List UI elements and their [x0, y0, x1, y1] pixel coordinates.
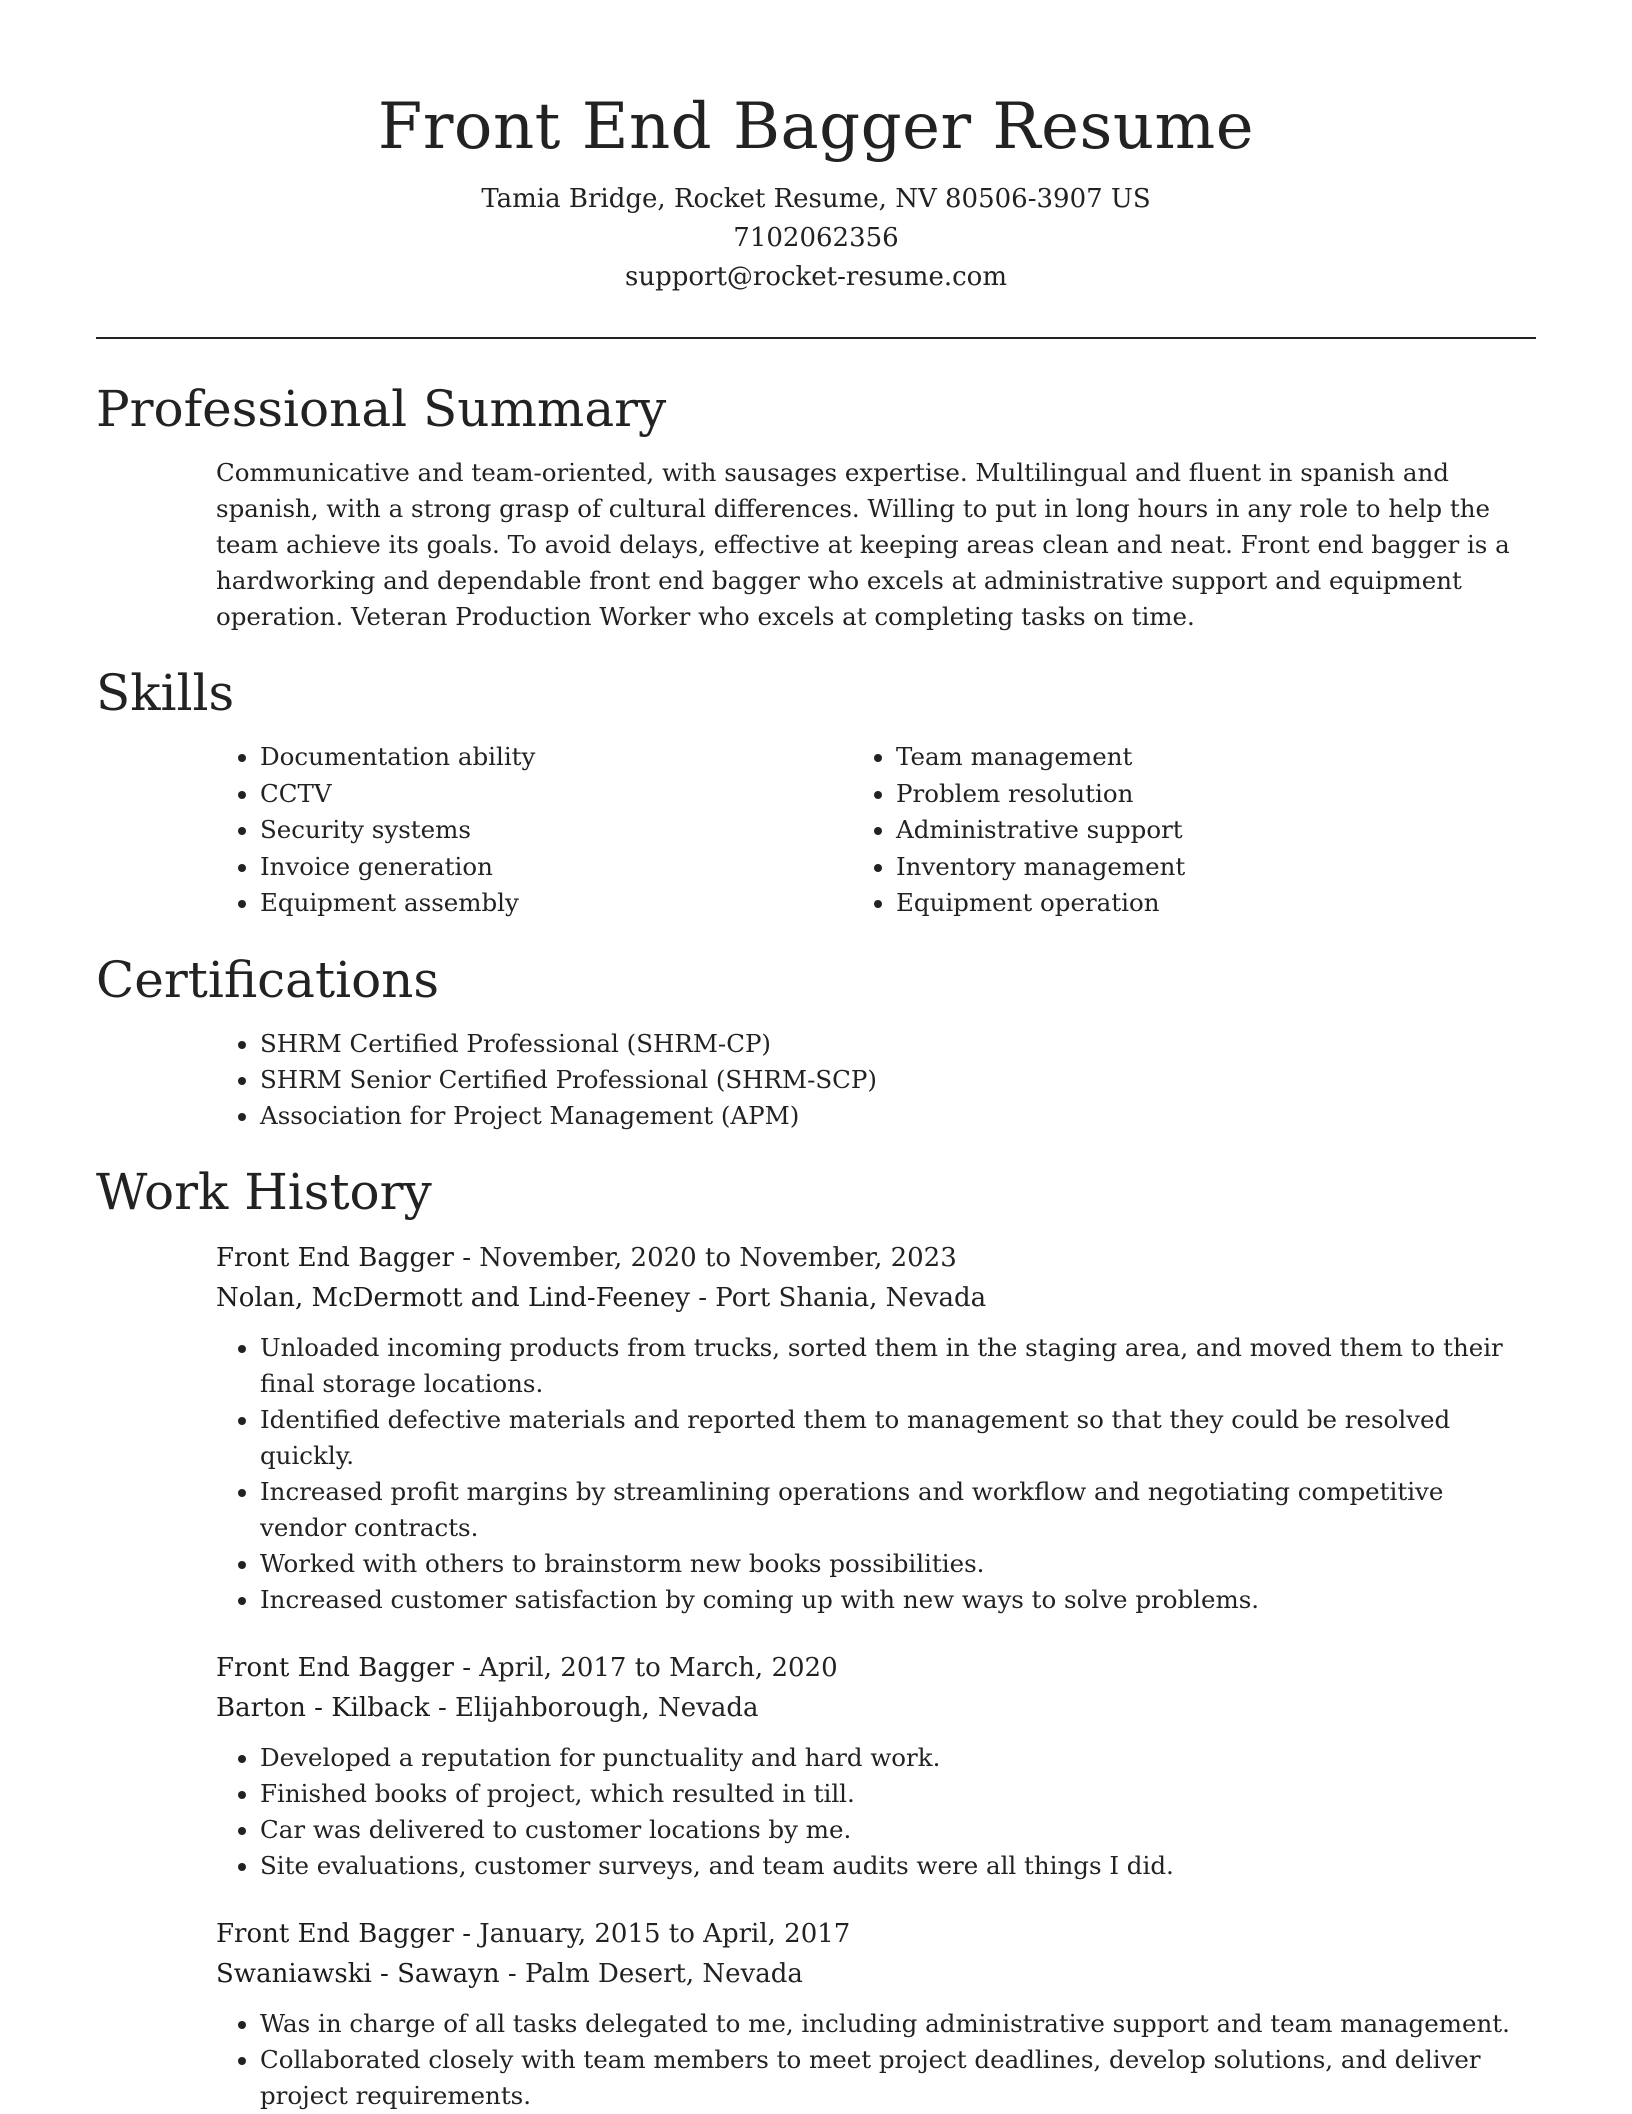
job-dates: January, 2015 to April, 2017: [479, 1918, 851, 1949]
job-entry: [96, 1648, 1536, 1884]
skill-item: • Inventory management: [896, 849, 1185, 886]
summary-text: Communicative and team-oriented, with sausages expertise. Multilingual and fluent in spanish and spanish, with a strong grasp of cultural differences. Willing to put in long hours in any role to help the team achieve its goals. To avoid delays, effective at keeping areas clean and neat. Front end bagger is a hardworking and dependable front end bagger who excels at administrative support and equipment operation. Veteran Production Worker who excels at completing tasks on time.: [216, 458, 1510, 631]
job-dates: November, 2020 to November, 2023: [479, 1242, 957, 1273]
job-bullet: • Collaborated closely with team members to meet project deadlines, develop solutions, and deliver project requirements.: [260, 2042, 1536, 2114]
job-location: Elijahborough, Nevada: [455, 1692, 759, 1723]
job-entry: [96, 1238, 1536, 1618]
job-title: Front End Bagger: [216, 1242, 454, 1273]
skill-item: • Security systems: [260, 812, 746, 849]
job-bullet: • Site evaluations, customer surveys, and team audits were all things I did.: [260, 1848, 1536, 1884]
certification-item: • SHRM Senior Certified Professional (SHRM-SCP): [260, 1062, 1536, 1098]
job-bullets: [216, 1740, 1536, 1884]
skill-item: • CCTV: [260, 776, 746, 813]
job-company-line: Swaniawski - Sawayn - Palm Desert, Nevada: [216, 1958, 803, 1989]
contact-email: support@rocket-resume.com: [624, 262, 1007, 292]
job-bullet: • Was in charge of all tasks delegated to me, including administrative support and team management.: [260, 2006, 1536, 2042]
job-bullets: [216, 2006, 1536, 2114]
certifications-section: [96, 948, 1536, 1134]
job-bullet: • Increased customer satisfaction by coming up with new ways to solve problems.: [260, 1582, 1536, 1618]
skills-section: [96, 661, 1536, 922]
job-bullet: • Unloaded incoming products from trucks, sorted them in the staging area, and moved them to their final storage locations.: [260, 1330, 1536, 1402]
certification-item: • SHRM Certified Professional (SHRM-CP): [260, 1026, 1536, 1062]
job-title: Front End Bagger: [216, 1918, 454, 1949]
summary-section: [96, 377, 1536, 635]
skill-item: • Documentation ability: [260, 739, 746, 776]
job-bullet: • Finished books of project, which resulted in till.: [260, 1776, 1536, 1812]
job-company-line: Barton - Kilback - Elijahborough, Nevada: [216, 1692, 759, 1723]
job-dates: April, 2017 to March, 2020: [479, 1652, 838, 1683]
skills-grid: [96, 739, 1536, 922]
skill-item: • Team management: [896, 739, 1185, 776]
job-title-line: Front End Bagger - April, 2017 to March, 2020: [216, 1652, 838, 1683]
job-company: Nolan, McDermott and Lind-Feeney: [216, 1282, 690, 1313]
certifications-list: [96, 1026, 1536, 1134]
contact-block: [96, 180, 1536, 297]
skill-item: • Equipment assembly: [260, 885, 746, 922]
job-title: Front End Bagger: [216, 1652, 454, 1683]
work-history-section: [96, 1160, 1536, 2114]
skills-list-left: [96, 739, 746, 922]
contact-phone: 7102062356: [733, 223, 899, 253]
work-history-heading: Work History: [96, 1162, 432, 1221]
skill-item: • Problem resolution: [896, 776, 1185, 813]
job-title-line: Front End Bagger - November, 2020 to November, 2023: [216, 1242, 957, 1273]
skill-item: • Administrative support: [896, 812, 1185, 849]
summary-heading: Professional Summary: [96, 380, 667, 438]
job-bullet: • Worked with others to brainstorm new books possibilities.: [260, 1546, 1536, 1582]
skills-heading: Skills: [96, 664, 235, 722]
contact-address: Tamia Bridge, Rocket Resume, NV 80506-3907 US: [481, 184, 1151, 214]
job-bullet: • Car was delivered to customer locations by me.: [260, 1812, 1536, 1848]
resume-title: Front End Bagger Resume: [377, 90, 1255, 164]
job-location: Port Shania, Nevada: [715, 1282, 987, 1313]
skill-item: • Invoice generation: [260, 849, 746, 886]
job-bullet: • Identified defective materials and reported them to management so that they could be resolved quickly.: [260, 1402, 1536, 1474]
job-company-line: Nolan, McDermott and Lind-Feeney - Port Shania, Nevada: [216, 1282, 987, 1313]
certifications-heading: Certifications: [96, 950, 440, 1009]
skill-item: • Equipment operation: [896, 885, 1185, 922]
job-bullet: • Increased profit margins by streamlining operations and workflow and negotiating competitive vendor contracts.: [260, 1474, 1536, 1546]
job-entry: [96, 1914, 1536, 2114]
job-location: Palm Desert, Nevada: [524, 1958, 803, 1989]
job-company: Swaniawski - Sawayn: [216, 1958, 500, 1989]
job-title-line: Front End Bagger - January, 2015 to April, 2017: [216, 1918, 851, 1949]
certification-item: • Association for Project Management (APM): [260, 1098, 1536, 1134]
header-divider: [96, 337, 1536, 339]
job-bullets: [216, 1330, 1536, 1618]
resume-page: [96, 0, 1536, 2114]
job-company: Barton - Kilback: [216, 1692, 430, 1723]
skills-list-right: [746, 739, 1185, 922]
job-bullet: • Developed a reputation for punctuality and hard work.: [260, 1740, 1536, 1776]
